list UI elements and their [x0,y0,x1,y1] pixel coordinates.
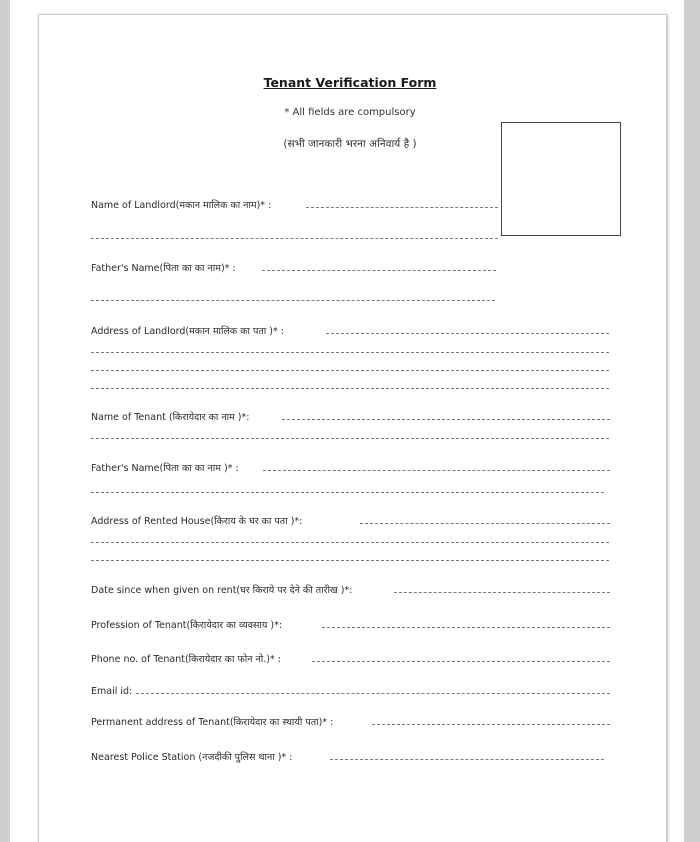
permanent-address-label: Permanent address of Tenant(किरायेदार का स्थायी पता)* : [91,717,334,728]
landlord-address-line-4[interactable] [91,388,609,389]
tenant-father-name-label: Father's Name(पिता का का नाम )* : [91,463,239,474]
tenant-father-name-line[interactable] [263,470,610,471]
compulsory-note-hindi: (सभी जानकारी भरना अनिवार्य है ) [283,138,417,150]
left-margin-bar [0,0,10,842]
phone-line[interactable] [312,661,610,662]
rented-house-address-label: Address of Rented House(किराय के घर का पता )*: [91,516,303,527]
father-name-line[interactable] [262,270,496,271]
tenant-name-line[interactable] [282,419,610,420]
tenant-father-name-line-2[interactable] [91,492,604,493]
landlord-name-line-2[interactable] [91,238,498,239]
rented-house-address-line-3[interactable] [91,560,609,561]
father-name-line-2[interactable] [91,300,495,301]
profession-label: Profession of Tenant(किरायेदार का व्यवसाय )*: [91,620,283,631]
landlord-address-line[interactable] [326,333,609,334]
rent-date-label: Date since when given on rent(घर किराये पर देने की तारीख )*: [91,585,353,596]
rented-house-address-line-2[interactable] [91,542,609,543]
police-station-label: Nearest Police Station (नजदीकी पुलिस थाना )* : [91,752,293,763]
landlord-address-line-2[interactable] [91,352,609,353]
right-margin-bar [684,0,700,842]
landlord-address-label: Address of Landlord(मकान मालिक का पता )* : [91,326,284,337]
landlord-address-line-3[interactable] [91,370,609,371]
profession-line[interactable] [322,627,610,628]
permanent-address-line[interactable] [372,724,610,725]
form-title: Tenant Verification Form [263,75,437,90]
father-name-label: Father's Name(पिता का का नाम)* : [91,263,236,274]
landlord-name-line[interactable] [306,207,498,208]
rented-house-address-line[interactable] [360,523,610,524]
police-station-line[interactable] [330,759,604,760]
email-label: Email id: [91,686,133,697]
landlord-name-label: Name of Landlord(मकान मालिक का नाम)* : [91,200,272,211]
email-line[interactable] [136,693,610,694]
rent-date-line[interactable] [394,592,610,593]
photo-box [501,122,621,236]
tenant-name-line-2[interactable] [91,438,609,439]
tenant-name-label: Name of Tenant (किरायेदार का नाम )*: [91,412,250,423]
compulsory-note-english: * All fields are compulsory [284,107,416,118]
phone-label: Phone no. of Tenant(किरायेदार का फोन नो.)* : [91,654,281,665]
